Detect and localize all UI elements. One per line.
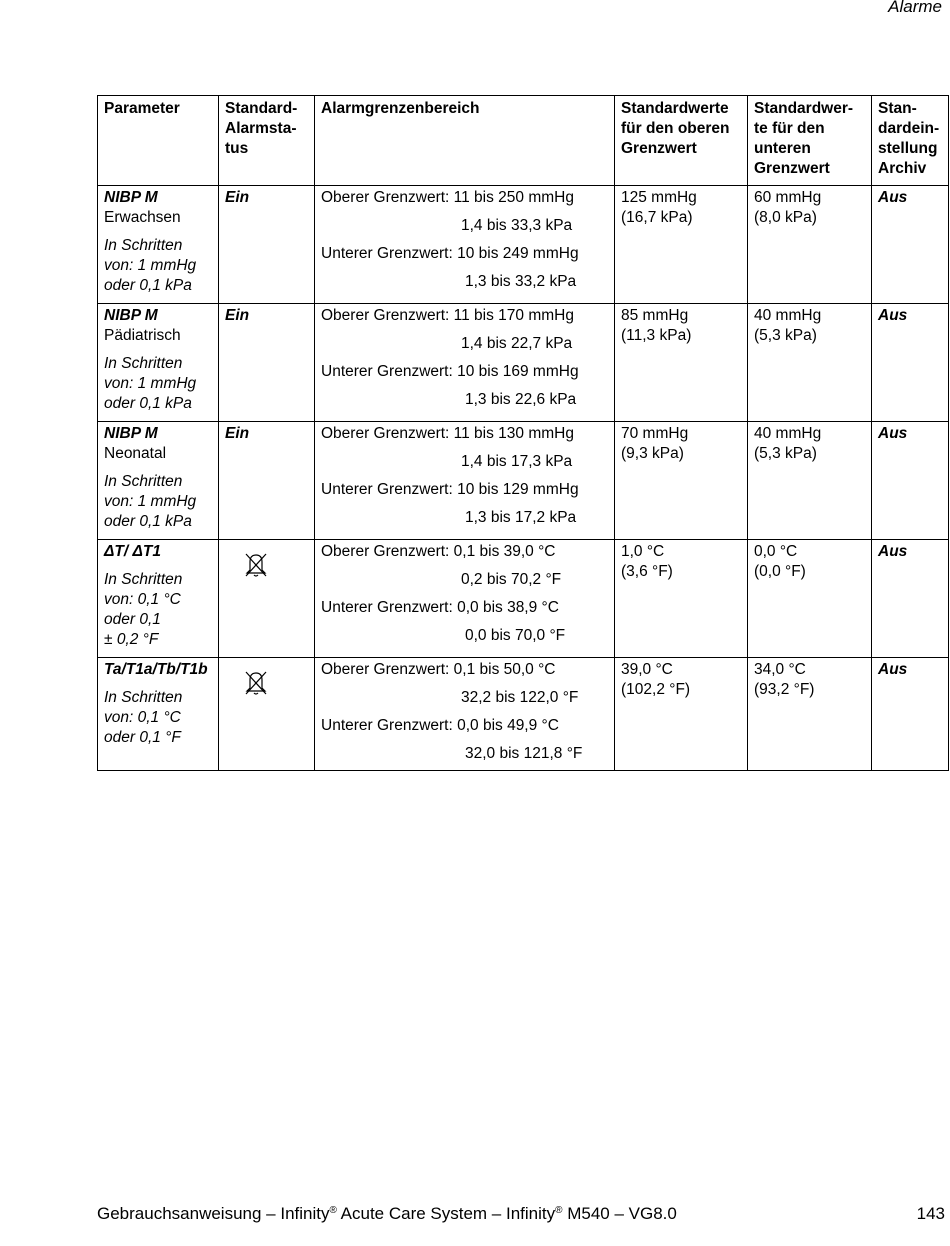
col-status-header: Standard- Alarmsta- tus	[219, 96, 315, 186]
default-upper-value: (3,6 °F)	[621, 563, 673, 580]
archive-cell	[872, 658, 949, 771]
lower-limit-range-alt-unit: 0,0 bis 70,0 °F	[465, 627, 566, 644]
default-upper-cell	[615, 304, 748, 422]
default-lower-cell	[748, 422, 872, 540]
parameter-step-line: oder 0,1 kPa	[104, 277, 192, 294]
default-upper-value: 1,0 °C	[621, 543, 665, 560]
default-upper-cell	[615, 540, 748, 658]
parameter-step-line: von: 1 mmHg	[104, 375, 197, 392]
alarm-range-cell	[315, 304, 615, 422]
parameter-name: Ta/T1a/Tb/T1b	[104, 661, 208, 678]
alarm-range	[321, 424, 608, 528]
parameter-step-line: In Schritten	[104, 473, 183, 490]
parameter-step-line: oder 0,1 °F	[104, 729, 181, 746]
default-upper-value: 85 mmHg	[621, 307, 689, 324]
footer-reg-2: ®	[555, 1205, 563, 1216]
col-default-lower-header: Standardwer- te für den unteren Grenzwert	[748, 96, 872, 186]
parameter-name: NIBP M	[104, 189, 158, 206]
status-cell	[219, 186, 315, 304]
default-lower-cell	[748, 186, 872, 304]
default-lower-value: 40 mmHg	[754, 307, 822, 324]
alarm-range	[321, 660, 608, 764]
parameter-step-line: In Schritten	[104, 571, 183, 588]
parameter-step-line: oder 0,1 kPa	[104, 395, 192, 412]
lower-limit-range-alt-unit: 1,3 bis 17,2 kPa	[465, 509, 577, 526]
status-value: Ein	[225, 307, 250, 324]
alarm-range-cell	[315, 540, 615, 658]
default-lower-value: (5,3 kPa)	[754, 327, 817, 344]
footer-reg-1: ®	[329, 1205, 337, 1216]
upper-limit-range-alt-unit: 1,4 bis 33,3 kPa	[461, 217, 573, 234]
parameter-step-line: oder 0,1 kPa	[104, 513, 192, 530]
section-header: Alarme	[888, 0, 942, 16]
archive-value: Aus	[878, 189, 908, 206]
status-cell	[219, 304, 315, 422]
status-cell	[219, 658, 315, 771]
alarm-off-icon	[243, 668, 269, 696]
parameter-subtype: Erwachsen	[104, 209, 181, 226]
parameter-steps	[104, 354, 212, 414]
default-lower-value: 40 mmHg	[754, 425, 822, 442]
col-range-header: Alarmgrenzenbereich	[315, 96, 615, 186]
parameter-name: ΔT/ ΔT1	[104, 543, 161, 560]
parameter-step-line: In Schritten	[104, 689, 183, 706]
default-upper-value: (102,2 °F)	[621, 681, 691, 698]
archive-cell	[872, 186, 949, 304]
upper-limit-range: Oberer Grenzwert: 0,1 bis 50,0 °C	[321, 661, 556, 678]
default-upper-value: 125 mmHg	[621, 189, 697, 206]
default-lower-value: (8,0 kPa)	[754, 209, 817, 226]
parameter-steps	[104, 570, 212, 650]
parameter-subtype: Pädiatrisch	[104, 327, 181, 344]
parameter-name: NIBP M	[104, 425, 158, 442]
default-lower-cell	[748, 658, 872, 771]
parameter-step-line: von: 0,1 °C	[104, 709, 181, 726]
archive-value: Aus	[878, 425, 908, 442]
archive-value: Aus	[878, 307, 908, 324]
lower-limit-range: Unterer Grenzwert: 10 bis 169 mmHg	[321, 363, 579, 380]
footer-text-3: M540 – VG8.0	[562, 1204, 677, 1223]
alarm-off-icon	[243, 550, 269, 578]
default-lower-cell	[748, 540, 872, 658]
parameter-step-line: ± 0,2 °F	[104, 631, 159, 648]
default-lower-value: (0,0 °F)	[754, 563, 806, 580]
upper-limit-range: Oberer Grenzwert: 11 bis 130 mmHg	[321, 425, 574, 442]
alarm-limits-table	[97, 95, 949, 771]
parameter-subtype: Neonatal	[104, 445, 167, 462]
parameter-step-line: von: 1 mmHg	[104, 493, 197, 510]
parameter-cell	[98, 658, 219, 771]
default-upper-value: (9,3 kPa)	[621, 445, 684, 462]
status-cell	[219, 540, 315, 658]
status-value: Ein	[225, 189, 250, 206]
col-parameter-header: Parameter	[98, 96, 219, 186]
footer	[97, 1204, 677, 1224]
default-upper-value: 70 mmHg	[621, 425, 689, 442]
default-lower-cell	[748, 304, 872, 422]
lower-limit-range: Unterer Grenzwert: 10 bis 249 mmHg	[321, 245, 579, 262]
archive-cell	[872, 540, 949, 658]
lower-limit-range-alt-unit: 32,0 bis 121,8 °F	[465, 745, 583, 762]
parameter-step-line: von: 1 mmHg	[104, 257, 197, 274]
parameter-cell	[98, 304, 219, 422]
upper-limit-range-alt-unit: 1,4 bis 22,7 kPa	[461, 335, 573, 352]
page-number: 143	[916, 1204, 945, 1223]
upper-limit-range-alt-unit: 0,2 bis 70,2 °F	[461, 571, 562, 588]
default-upper-cell	[615, 658, 748, 771]
default-lower-value: (93,2 °F)	[754, 681, 815, 698]
default-lower-value: 0,0 °C	[754, 543, 798, 560]
parameter-steps	[104, 236, 212, 296]
alarm-range	[321, 188, 608, 292]
default-upper-cell	[615, 422, 748, 540]
alarm-range	[321, 306, 608, 410]
lower-limit-range-alt-unit: 1,3 bis 33,2 kPa	[465, 273, 577, 290]
upper-limit-range-alt-unit: 1,4 bis 17,3 kPa	[461, 453, 573, 470]
archive-cell	[872, 422, 949, 540]
alarm-range-cell	[315, 658, 615, 771]
lower-limit-range: Unterer Grenzwert: 0,0 bis 49,9 °C	[321, 717, 559, 734]
lower-limit-range-alt-unit: 1,3 bis 22,6 kPa	[465, 391, 577, 408]
parameter-steps	[104, 688, 212, 748]
table-header-row	[98, 96, 949, 186]
lower-limit-range: Unterer Grenzwert: 0,0 bis 38,9 °C	[321, 599, 559, 616]
parameter-step-line: oder 0,1	[104, 611, 161, 628]
table-row	[98, 422, 949, 540]
table-row	[98, 186, 949, 304]
table-row	[98, 658, 949, 771]
upper-limit-range: Oberer Grenzwert: 0,1 bis 39,0 °C	[321, 543, 556, 560]
col-default-upper-header: Standardwerte für den oberen Grenzwert	[615, 96, 748, 186]
upper-limit-range: Oberer Grenzwert: 11 bis 250 mmHg	[321, 189, 574, 206]
alarm-range-cell	[315, 422, 615, 540]
parameter-step-line: In Schritten	[104, 355, 183, 372]
default-lower-value: 60 mmHg	[754, 189, 822, 206]
upper-limit-range-alt-unit: 32,2 bis 122,0 °F	[461, 689, 579, 706]
archive-value: Aus	[878, 543, 908, 560]
table-row	[98, 304, 949, 422]
footer-text-2: Acute Care System – Infinity	[336, 1204, 556, 1223]
default-lower-value: (5,3 kPa)	[754, 445, 817, 462]
default-upper-value: (16,7 kPa)	[621, 209, 693, 226]
col-archive-header: Stan- dardein- stellung Archiv	[872, 96, 949, 186]
archive-cell	[872, 304, 949, 422]
alarm-range	[321, 542, 608, 646]
default-lower-value: 34,0 °C	[754, 661, 806, 678]
default-upper-value: (11,3 kPa)	[621, 327, 692, 344]
parameter-name: NIBP M	[104, 307, 158, 324]
table-row	[98, 540, 949, 658]
parameter-cell	[98, 186, 219, 304]
default-upper-cell	[615, 186, 748, 304]
parameter-step-line: In Schritten	[104, 237, 183, 254]
parameter-steps	[104, 472, 212, 532]
parameter-step-line: von: 0,1 °C	[104, 591, 181, 608]
status-value: Ein	[225, 425, 250, 442]
upper-limit-range: Oberer Grenzwert: 11 bis 170 mmHg	[321, 307, 574, 324]
footer-text-1: Gebrauchsanweisung – Infinity	[97, 1204, 330, 1223]
parameter-cell	[98, 540, 219, 658]
archive-value: Aus	[878, 661, 908, 678]
default-upper-value: 39,0 °C	[621, 661, 673, 678]
alarm-range-cell	[315, 186, 615, 304]
status-cell	[219, 422, 315, 540]
parameter-cell	[98, 422, 219, 540]
lower-limit-range: Unterer Grenzwert: 10 bis 129 mmHg	[321, 481, 579, 498]
